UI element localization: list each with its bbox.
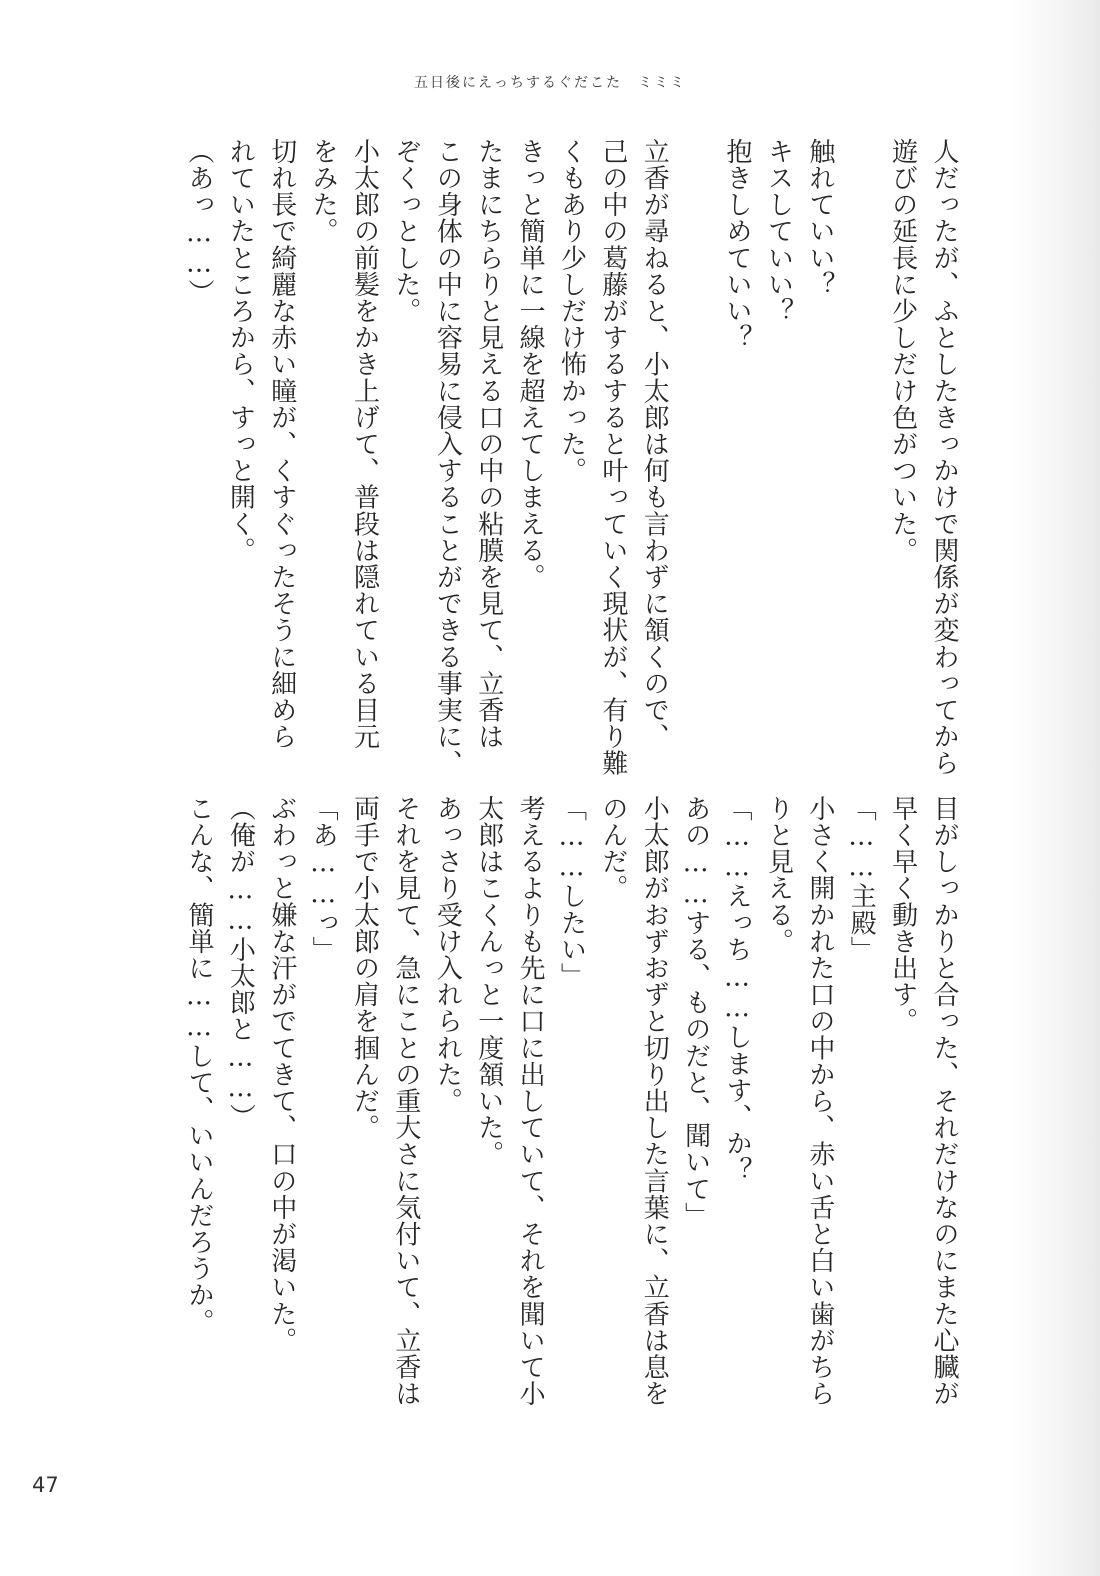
text-line: れていたところから、すっと開く。 [225, 138, 256, 564]
text-line: （あっ……） [183, 138, 214, 306]
text-line: 「……えっち……します、か？ [722, 795, 753, 1184]
text-line: 己の中の葛藤がするすると叶っていく現状が、有り難 [597, 138, 628, 777]
text-line: 「あ……っ」 [308, 795, 339, 963]
text-line: 遊びの延長に少しだけ色がついた。 [887, 138, 918, 564]
running-header: 五日後にえっちするぐだこた ミミミ [414, 75, 686, 91]
text-line: あっさり受け入れられた。 [432, 795, 463, 1115]
text-line: をみた。 [308, 138, 339, 245]
text-block-top [178, 138, 964, 777]
text-line: 小太郎がおずおずと切り出した言葉に、立香は息を [639, 795, 670, 1407]
text-line: この身体の中に容易に侵入することができる事実に、 [432, 138, 463, 777]
text-line: 両手で小太郎の肩を掴んだ。 [349, 795, 380, 1141]
text-line: それを見て、急にことの重大さに気付いて、立香は [390, 795, 421, 1407]
text-line: くもあり少しだけ怖かった。 [556, 138, 587, 484]
text-line: 人だったが、ふとしたきっかけで関係が変わってから [929, 138, 959, 777]
text-line: キスしていい？ [763, 138, 794, 325]
text-line: ぶわっと嫌な汗がでてきて、口の中が渇いた。 [266, 795, 297, 1354]
text-line: 太郎はこくんっと一度頷いた。 [473, 795, 504, 1168]
text-line: 切れ長で綺麗な赤い瞳が、くすぐったそうに細めら [266, 138, 297, 750]
text-line: あの……する、ものだと、聞いて」 [680, 795, 711, 1229]
text-line: きっと簡単に一線を超えてしまえる。 [515, 138, 546, 591]
text-line: のんだ。 [597, 795, 628, 902]
text-block-bottom [178, 795, 964, 1415]
text-line: 立香が尋ねると、小太郎は何も言わずに頷くので、 [639, 138, 670, 750]
text-line: 目がしっかりと合った、それだけなのにまた心臓が [929, 795, 959, 1407]
text-line: 「……したい」 [556, 795, 587, 990]
page-number: 47 [32, 1473, 59, 1497]
text-line: 小太郎の前髪をかき上げて、普段は隠れている目元 [349, 138, 380, 750]
text-line: 触れていい？ [804, 138, 835, 298]
text-line: こんな、簡単に……して、いいんだろうか。 [183, 795, 214, 1335]
text-line: ぞくっとした。 [390, 138, 421, 325]
text-line: たまにちらりと見える口の中の粘膜を見て、立香は [473, 138, 504, 750]
text-line: 早く早く動き出す。 [887, 795, 918, 1035]
text-line: 考えるよりも先に口に出していて、それを聞いて小 [515, 795, 546, 1407]
text-line: りと見える。 [763, 795, 794, 955]
text-line: 小さく開かれた口の中から、赤い舌と白い歯がちら [804, 795, 835, 1407]
text-line: （俺が……小太郎と……） [225, 795, 256, 1131]
text-line: 「……主殿」 [846, 795, 877, 963]
text-line: 抱きしめていい？ [722, 138, 753, 351]
